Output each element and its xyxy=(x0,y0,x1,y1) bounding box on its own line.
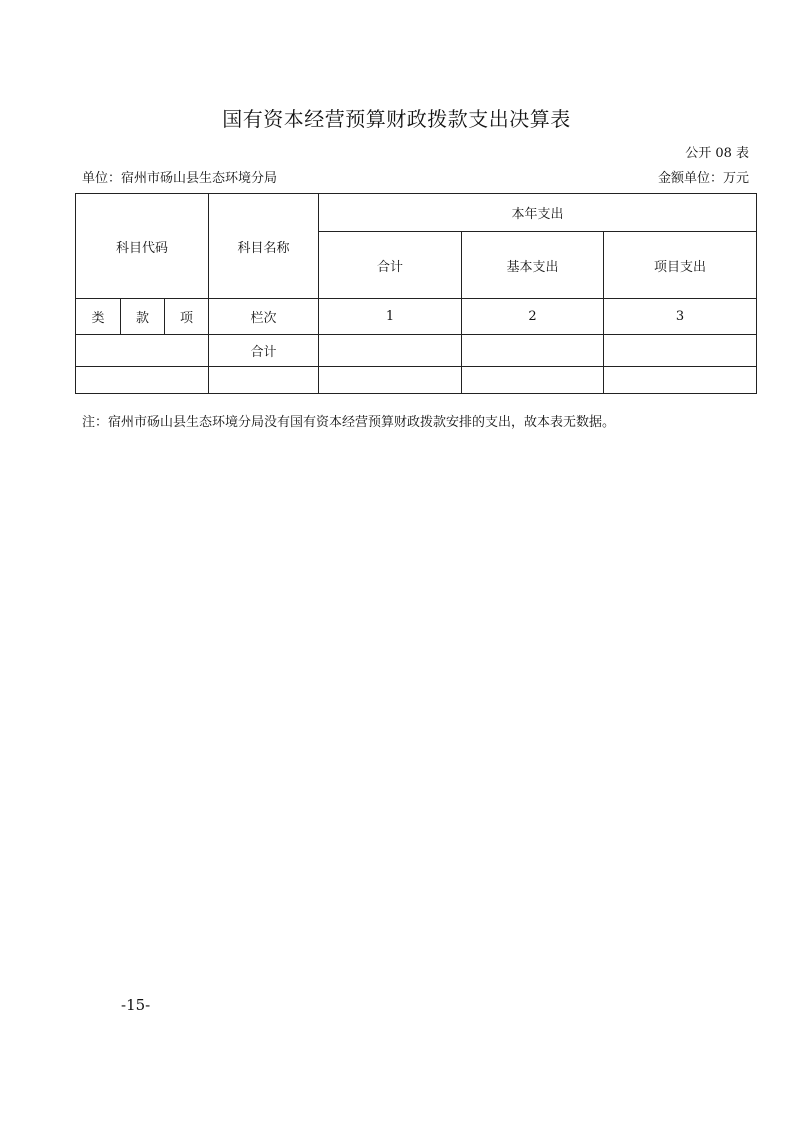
page-title: 国有资本经营预算财政拨款支出决算表 xyxy=(222,107,571,131)
project-expenditure-header: 项目支出 xyxy=(604,232,757,299)
unit-label: 单位：宿州市砀山县生态环境分局 xyxy=(82,171,278,186)
table-note: 注：宿州市砀山县生态环境分局没有国有资本经营预算财政拨款安排的支出，故本表无数据。 xyxy=(82,415,616,430)
current-year-expenditure-header: 本年支出 xyxy=(319,194,757,232)
empty-project-cell xyxy=(604,367,757,394)
total-row-total-value xyxy=(319,335,462,367)
total-row xyxy=(76,335,757,367)
form-number: 公开 08 表 xyxy=(685,146,749,161)
empty-row xyxy=(76,367,757,394)
total-row-label: 合计 xyxy=(209,335,319,367)
empty-name-cell xyxy=(209,367,319,394)
total-row-code-cell xyxy=(76,335,209,367)
item-cell: 项 xyxy=(165,299,209,335)
basic-expenditure-header: 基本支出 xyxy=(462,232,604,299)
subject-name-header: 科目名称 xyxy=(209,194,319,299)
empty-code-cell xyxy=(76,367,209,394)
column-2-index: 2 xyxy=(462,299,604,335)
amount-unit-label: 金额单位：万元 xyxy=(657,171,749,186)
category-cell: 类 xyxy=(76,299,121,335)
subject-code-header: 科目代码 xyxy=(76,194,209,299)
empty-basic-cell xyxy=(462,367,604,394)
empty-total-cell xyxy=(319,367,462,394)
column-label-cell: 栏次 xyxy=(209,299,319,335)
column-3-index: 3 xyxy=(604,299,757,335)
section-cell: 款 xyxy=(121,299,165,335)
column-1-index: 1 xyxy=(319,299,462,335)
column-index-row xyxy=(76,299,757,335)
total-row-basic-value xyxy=(462,335,604,367)
header-row-1 xyxy=(76,194,757,232)
total-row-project-value xyxy=(604,335,757,367)
expenditure-table xyxy=(75,193,757,394)
page-number: -15- xyxy=(121,996,151,1014)
total-header: 合计 xyxy=(319,232,462,299)
